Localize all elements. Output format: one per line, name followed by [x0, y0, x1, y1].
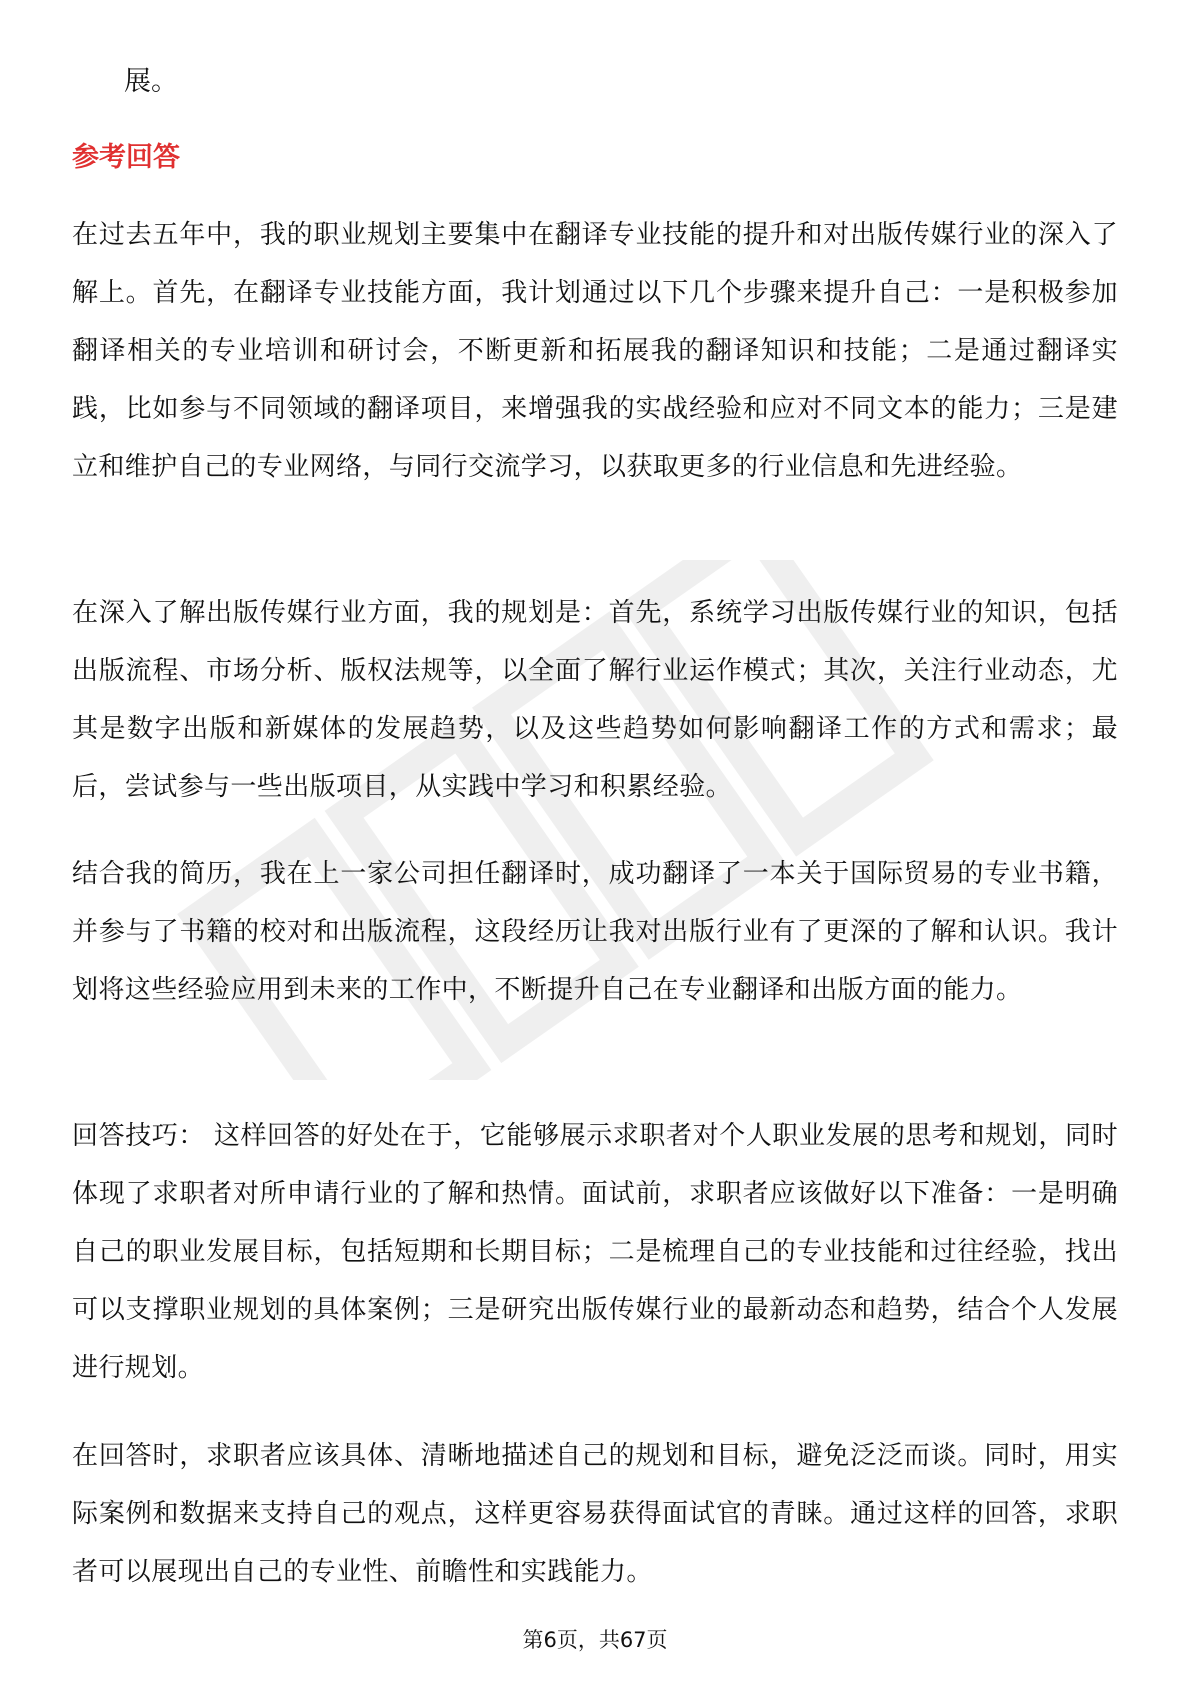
- paragraph-answer-1: 在过去五年中，我的职业规划主要集中在翻译专业技能的提升和对出版传媒行业的深入了解上。首先，在翻译专业技能方面，我计划通过以下几个步骤来提升自己：一是积极参加翻译相关的专业培训和研讨会，不断更新和拓展我的翻译知识和技能；二是通过翻译实践，比如参与不同领域的翻译项目，来增强我的实战经验和应对不同文本的能力；三是建立和维护自己的专业网络，与同行交流学习，以获取更多的行业信息和先进经验。: [72, 220, 1118, 482]
- paragraph-answer-3: 结合我的简历，我在上一家公司担任翻译时，成功翻译了一本关于国际贸易的专业书籍，并参与了书籍的校对和出版流程，这段经历让我对出版行业有了更深的了解和认识。我计划将这些经验应用到未来的工作中，不断提升自己在专业翻译和出版方面的能力。: [72, 859, 1118, 1005]
- continuation-text: 展。: [124, 66, 178, 97]
- section-heading-reference-answer: 参考回答: [72, 142, 180, 173]
- paragraph-answer-advice: 在回答时，求职者应该具体、清晰地描述自己的规划和目标，避免泛泛而谈。同时，用实际案例和数据来支持自己的观点，这样更容易获得面试官的青睐。通过这样的回答，求职者可以展现出自己的专业性、前瞻性和实践能力。: [72, 1441, 1118, 1587]
- paragraph-answer-tips: 回答技巧： 这样回答的好处在于，它能够展示求职者对个人职业发展的思考和规划，同时体现了求职者对所申请行业的了解和热情。面试前，求职者应该做好以下准备：一是明确自己的职业发展目标，包括短期和长期目标；二是梳理自己的专业技能和过往经验，找出可以支撑职业规划的具体案例；三是研究出版传媒行业的最新动态和趋势，结合个人发展进行规划。: [72, 1121, 1118, 1383]
- paragraph-answer-2: 在深入了解出版传媒行业方面，我的规划是：首先，系统学习出版传媒行业的知识，包括出版流程、市场分析、版权法规等，以全面了解行业运作模式；其次，关注行业动态，尤其是数字出版和新媒体的发展趋势，以及这些趋势如何影响翻译工作的方式和需求；最后，尝试参与一些出版项目，从实践中学习和积累经验。: [72, 598, 1118, 802]
- page-number: 第6页，共67页: [522, 1628, 668, 1652]
